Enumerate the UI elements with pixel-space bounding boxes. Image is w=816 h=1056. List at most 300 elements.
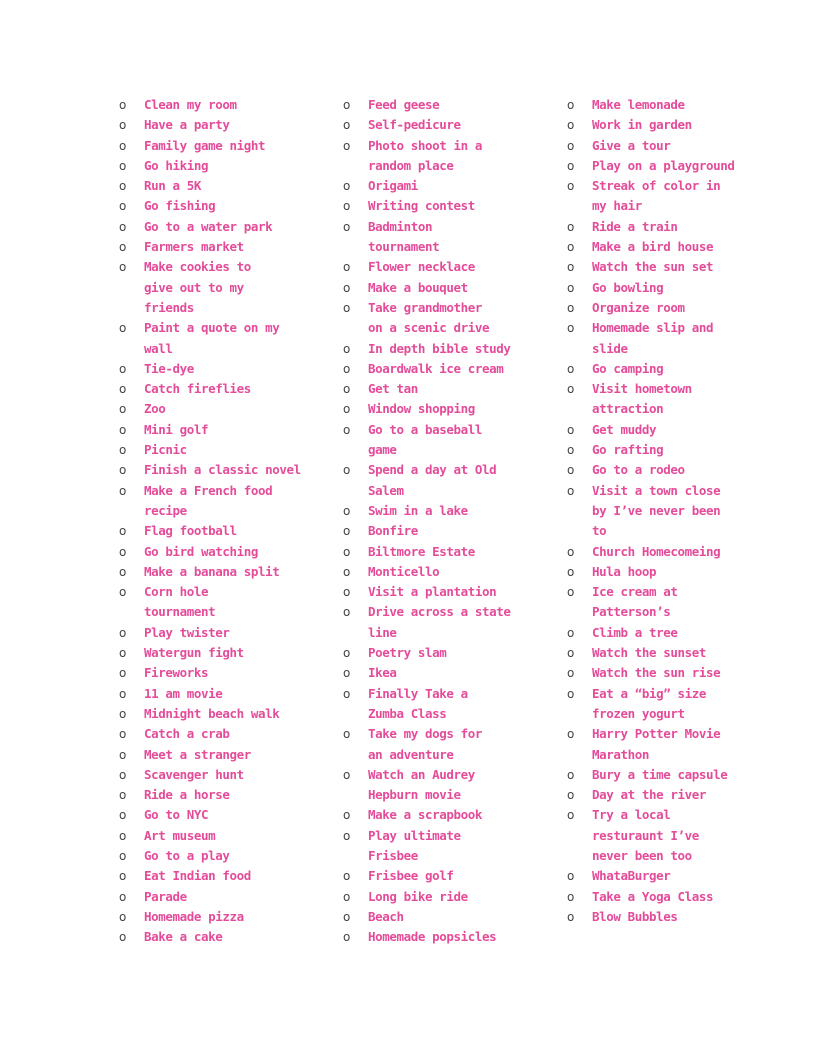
list-item-text: Go to a baseball game (368, 421, 483, 458)
hollow-bullet-icon: o (567, 280, 574, 295)
hollow-bullet-icon: o (119, 930, 126, 945)
hollow-bullet-icon: o (119, 585, 126, 600)
list-item-text: Homemade pizza (144, 908, 244, 924)
list-item-text: Watch the sun set (592, 259, 714, 275)
list-item-text: Eat a “big” size frozen yogurt (592, 685, 707, 721)
hollow-bullet-icon: o (567, 483, 574, 498)
hollow-bullet-icon: o (343, 463, 350, 478)
list-item (566, 440, 776, 460)
list-item-text: WhataBurger (592, 868, 671, 884)
hollow-bullet-icon: o (343, 118, 350, 133)
hollow-bullet-icon: o (567, 138, 574, 153)
hollow-bullet-icon: o (343, 767, 350, 782)
hollow-bullet-icon: o (343, 869, 350, 884)
hollow-bullet-icon: o (567, 463, 574, 478)
hollow-bullet-icon: o (119, 402, 126, 417)
list-item-text: Make a bouquet (368, 279, 468, 295)
hollow-bullet-icon: o (119, 158, 126, 173)
list-item-text: Drive across a state line (368, 604, 511, 640)
list-item-text: Give a tour (592, 137, 671, 153)
list-item-text: Play ultimate Frisbee (368, 827, 461, 863)
list-item-text: Monticello (368, 563, 440, 579)
list-item-text: Flag football (144, 523, 237, 539)
list-item (118, 724, 328, 744)
list-item (118, 95, 328, 115)
hollow-bullet-icon: o (119, 524, 126, 539)
list-item (342, 805, 552, 825)
list-item-text: Poetry slam (368, 645, 447, 661)
list-item-text: Farmers market (144, 239, 244, 255)
hollow-bullet-icon: o (343, 341, 350, 356)
list-item-text: Watch the sun rise (592, 665, 721, 681)
list-item-text: Get tan (368, 381, 418, 397)
list-item (342, 399, 552, 419)
list-item (342, 542, 552, 562)
list-item (566, 907, 776, 927)
list-item-text: Go bird watching (144, 543, 259, 559)
list-item-text: Beach (368, 908, 404, 924)
list-item-text: Harry Potter Movie Marathon (592, 726, 721, 762)
list-item-text: Visit a town close by I’ve never been to (592, 482, 721, 539)
list-item (342, 602, 552, 643)
list-item (342, 115, 552, 135)
list-item (118, 237, 328, 257)
list-item (118, 460, 328, 480)
hollow-bullet-icon: o (343, 361, 350, 376)
list-item (342, 359, 552, 379)
list-item-text: Go rafting (592, 442, 664, 458)
list-item-text: Scavenger hunt (144, 766, 244, 782)
hollow-bullet-icon: o (119, 788, 126, 803)
list-item-text: 11 am movie (144, 685, 223, 701)
list-item (118, 826, 328, 846)
hollow-bullet-icon: o (343, 564, 350, 579)
list-item-text: Feed geese (368, 97, 440, 112)
list-item (566, 663, 776, 683)
bucket-list-column-1 (118, 95, 328, 947)
list-item (566, 684, 776, 725)
list-item-text: Boardwalk ice cream (368, 360, 504, 376)
list-item (118, 379, 328, 399)
list-item-text: Homemade popsicles (368, 929, 497, 945)
hollow-bullet-icon: o (567, 585, 574, 600)
list-item-text: Origami (368, 178, 418, 194)
list-item-text: Writing contest (368, 198, 475, 214)
list-item (566, 257, 776, 277)
hollow-bullet-icon: o (567, 321, 574, 336)
list-item (566, 542, 776, 562)
list-item-text: Swim in a lake (368, 502, 468, 518)
hollow-bullet-icon: o (343, 219, 350, 234)
list-item (566, 237, 776, 257)
list-item-text: Go fishing (144, 198, 216, 214)
list-item (566, 298, 776, 318)
list-item (566, 115, 776, 135)
hollow-bullet-icon: o (567, 564, 574, 579)
hollow-bullet-icon: o (343, 402, 350, 417)
list-item (566, 765, 776, 785)
list-item (342, 765, 552, 806)
hollow-bullet-icon: o (119, 889, 126, 904)
hollow-bullet-icon: o (567, 260, 574, 275)
hollow-bullet-icon: o (119, 219, 126, 234)
list-item-text: Fireworks (144, 665, 209, 681)
hollow-bullet-icon: o (119, 98, 126, 112)
list-item-text: Make cookies to give out to my friends (144, 259, 251, 315)
list-item (342, 339, 552, 359)
hollow-bullet-icon: o (119, 747, 126, 762)
list-item (342, 643, 552, 663)
list-item (118, 542, 328, 562)
hollow-bullet-icon: o (343, 98, 350, 112)
list-item-text: Mini golf (144, 421, 209, 437)
hollow-bullet-icon: o (567, 788, 574, 803)
list-item (566, 359, 776, 379)
hollow-bullet-icon: o (567, 443, 574, 458)
list-item-text: Watch an Audrey Hepburn movie (368, 766, 475, 803)
hollow-bullet-icon: o (567, 98, 574, 112)
list-item-text: Get muddy (592, 421, 657, 437)
hollow-bullet-icon: o (567, 158, 574, 173)
hollow-bullet-icon: o (567, 889, 574, 904)
hollow-bullet-icon: o (567, 179, 574, 194)
hollow-bullet-icon: o (343, 138, 350, 153)
list-item-text: Ride a horse (144, 787, 230, 803)
list-item-text: Play twister (144, 624, 230, 640)
hollow-bullet-icon: o (119, 463, 126, 478)
list-item (566, 643, 776, 663)
list-item-text: Make lemonade (592, 97, 685, 112)
hollow-bullet-icon: o (119, 848, 126, 863)
list-item-text: Blow Bubbles (592, 908, 678, 924)
hollow-bullet-icon: o (343, 605, 350, 620)
list-item-text: Family game night (144, 137, 266, 153)
hollow-bullet-icon: o (567, 361, 574, 376)
list-item-text: Go to a rodeo (592, 462, 685, 478)
list-item-text: Self-pedicure (368, 117, 461, 133)
hollow-bullet-icon: o (119, 321, 126, 336)
list-item (342, 501, 552, 521)
list-item-text: Play on a playground (592, 157, 735, 173)
list-item (118, 927, 328, 947)
list-item (118, 176, 328, 196)
list-item-text: Finish a classic novel (144, 462, 301, 478)
list-item (342, 907, 552, 927)
list-item-text: Window shopping (368, 401, 475, 417)
list-item-text: Bake a cake (144, 929, 223, 945)
hollow-bullet-icon: o (119, 138, 126, 153)
list-item (342, 95, 552, 115)
list-item (342, 379, 552, 399)
list-item-text: Climb a tree (592, 624, 678, 640)
hollow-bullet-icon: o (343, 889, 350, 904)
hollow-bullet-icon: o (567, 808, 574, 823)
hollow-bullet-icon: o (119, 767, 126, 782)
list-item-text: Go hiking (144, 157, 209, 173)
list-item-text: Frisbee golf (368, 868, 454, 884)
hollow-bullet-icon: o (119, 422, 126, 437)
hollow-bullet-icon: o (567, 625, 574, 640)
list-item-text: Spend a day at Old Salem (368, 462, 497, 498)
list-item (342, 887, 552, 907)
list-item (118, 257, 328, 318)
list-item (342, 562, 552, 582)
list-item-text: Ikea (368, 665, 397, 681)
list-item (118, 136, 328, 156)
list-item (118, 907, 328, 927)
hollow-bullet-icon: o (343, 930, 350, 945)
hollow-bullet-icon: o (119, 666, 126, 681)
list-item (118, 866, 328, 886)
hollow-bullet-icon: o (119, 869, 126, 884)
hollow-bullet-icon: o (343, 686, 350, 701)
list-item (118, 521, 328, 541)
list-item (118, 420, 328, 440)
list-item (118, 887, 328, 907)
hollow-bullet-icon: o (567, 646, 574, 661)
hollow-bullet-icon: o (119, 118, 126, 133)
list-item (566, 156, 776, 176)
list-item-text: Bury a time capsule (592, 766, 728, 782)
list-item-text: Day at the river (592, 787, 707, 803)
list-item (118, 846, 328, 866)
list-item (118, 359, 328, 379)
hollow-bullet-icon: o (119, 828, 126, 843)
hollow-bullet-icon: o (567, 240, 574, 255)
hollow-bullet-icon: o (343, 646, 350, 661)
hollow-bullet-icon: o (119, 260, 126, 275)
list-item (342, 582, 552, 602)
list-item-text: Visit a plantation (368, 584, 497, 600)
list-item-text: Clean my room (144, 97, 237, 112)
list-item (118, 399, 328, 419)
hollow-bullet-icon: o (119, 686, 126, 701)
list-item (118, 745, 328, 765)
list-item-text: Take my dogs for an adventure (368, 726, 483, 762)
list-item-text: Hula hoop (592, 563, 657, 579)
list-item-text: Organize room (592, 299, 685, 315)
hollow-bullet-icon: o (119, 909, 126, 924)
hollow-bullet-icon: o (119, 240, 126, 255)
hollow-bullet-icon: o (343, 179, 350, 194)
hollow-bullet-icon: o (343, 828, 350, 843)
list-item (566, 481, 776, 542)
list-item (566, 582, 776, 623)
list-item (566, 318, 776, 359)
list-item (566, 805, 776, 866)
list-item-text: Go to NYC (144, 807, 209, 823)
list-item (118, 440, 328, 460)
list-item-text: Watch the sunset (592, 645, 707, 661)
list-item (342, 684, 552, 725)
list-item-text: Church Homecomeing (592, 543, 721, 559)
hollow-bullet-icon: o (119, 646, 126, 661)
list-item-text: Ice cream at Patterson’s (592, 584, 678, 620)
hollow-bullet-icon: o (567, 909, 574, 924)
list-item (118, 196, 328, 216)
hollow-bullet-icon: o (343, 808, 350, 823)
list-item (342, 196, 552, 216)
hollow-bullet-icon: o (119, 199, 126, 214)
list-item-text: Zoo (144, 401, 166, 417)
bucket-list-column-3 (566, 95, 776, 927)
list-item-text: Take grandmother on a scenic drive (368, 299, 490, 336)
list-item (566, 785, 776, 805)
list-item (342, 278, 552, 298)
hollow-bullet-icon: o (119, 544, 126, 559)
hollow-bullet-icon: o (567, 300, 574, 315)
list-item (118, 156, 328, 176)
hollow-bullet-icon: o (119, 564, 126, 579)
hollow-bullet-icon: o (567, 118, 574, 133)
hollow-bullet-icon: o (343, 422, 350, 437)
list-item-text: Midnight beach walk (144, 705, 280, 721)
list-item-text: Homemade slip and slide (592, 320, 714, 356)
list-item (342, 298, 552, 339)
list-item-text: Make a banana split (144, 563, 280, 579)
hollow-bullet-icon: o (343, 585, 350, 600)
list-item (118, 805, 328, 825)
hollow-bullet-icon: o (119, 706, 126, 721)
list-item (118, 318, 328, 359)
list-item-text: Badminton tournament (368, 218, 440, 255)
list-item (566, 887, 776, 907)
list-item (342, 663, 552, 683)
hollow-bullet-icon: o (343, 260, 350, 275)
list-item (566, 217, 776, 237)
list-item (118, 562, 328, 582)
list-item (118, 115, 328, 135)
list-item-text: Photo shoot in a random place (368, 137, 483, 173)
list-item (342, 136, 552, 177)
list-item-text: Have a party (144, 117, 230, 133)
list-item-text: Go bowling (592, 279, 664, 295)
hollow-bullet-icon: o (567, 544, 574, 559)
list-item (118, 765, 328, 785)
hollow-bullet-icon: o (343, 280, 350, 295)
list-item-text: Work in garden (592, 117, 692, 133)
hollow-bullet-icon: o (567, 727, 574, 742)
list-item (566, 623, 776, 643)
list-item (566, 278, 776, 298)
list-item (342, 460, 552, 501)
hollow-bullet-icon: o (119, 361, 126, 376)
list-item-text: Meet a stranger (144, 746, 251, 762)
list-item (342, 866, 552, 886)
list-item (118, 785, 328, 805)
hollow-bullet-icon: o (343, 544, 350, 559)
list-item (342, 176, 552, 196)
list-item-text: Art museum (144, 827, 216, 843)
hollow-bullet-icon: o (119, 179, 126, 194)
list-item-text: Catch a crab (144, 726, 230, 742)
list-item-text: Ride a train (592, 218, 678, 234)
list-item-text: Go camping (592, 360, 664, 376)
list-item (118, 623, 328, 643)
list-item-text: Try a local resturaunt I’ve never been too (592, 807, 699, 863)
hollow-bullet-icon: o (343, 524, 350, 539)
hollow-bullet-icon: o (343, 666, 350, 681)
list-item-text: Visit hometown attraction (592, 381, 692, 417)
list-item (342, 257, 552, 277)
hollow-bullet-icon: o (567, 869, 574, 884)
hollow-bullet-icon: o (343, 727, 350, 742)
list-item-text: Go to a water park (144, 218, 273, 234)
hollow-bullet-icon: o (567, 767, 574, 782)
list-item (566, 562, 776, 582)
list-item (566, 176, 776, 217)
list-item (342, 826, 552, 867)
list-item-text: Streak of color in my hair (592, 178, 721, 214)
list-item (118, 704, 328, 724)
list-item (342, 217, 552, 258)
hollow-bullet-icon: o (567, 219, 574, 234)
hollow-bullet-icon: o (343, 382, 350, 397)
list-item (566, 379, 776, 420)
list-item (566, 136, 776, 156)
list-item-text: Parade (144, 888, 187, 904)
bucket-list-column-2 (342, 95, 552, 947)
list-item-text: In depth bible study (368, 340, 511, 356)
hollow-bullet-icon: o (119, 625, 126, 640)
list-item-text: Tie-dye (144, 360, 194, 376)
hollow-bullet-icon: o (567, 382, 574, 397)
hollow-bullet-icon: o (119, 382, 126, 397)
list-item-text: Biltmore Estate (368, 543, 475, 559)
hollow-bullet-icon: o (343, 909, 350, 924)
list-item (342, 420, 552, 461)
list-item-text: Make a French food recipe (144, 482, 273, 518)
list-item-text: Corn hole tournament (144, 584, 216, 620)
hollow-bullet-icon: o (119, 483, 126, 498)
hollow-bullet-icon: o (119, 727, 126, 742)
list-item (118, 217, 328, 237)
list-item-text: Run a 5K (144, 178, 202, 194)
hollow-bullet-icon: o (119, 808, 126, 823)
list-item-text: Make a scrapbook (368, 807, 483, 823)
list-item (342, 724, 552, 765)
hollow-bullet-icon: o (119, 443, 126, 458)
list-item (566, 420, 776, 440)
list-item (566, 460, 776, 480)
list-item-text: Flower necklace (368, 259, 475, 275)
list-item (566, 724, 776, 765)
list-item-text: Long bike ride (368, 888, 468, 904)
hollow-bullet-icon: o (343, 300, 350, 315)
list-item (566, 95, 776, 115)
list-item-text: Watergun fight (144, 645, 244, 661)
list-item-text: Finally Take a Zumba Class (368, 685, 468, 721)
list-item (118, 684, 328, 704)
list-item-text: Take a Yoga Class (592, 888, 714, 904)
list-item (342, 927, 552, 947)
list-item-text: Bonfire (368, 523, 418, 539)
list-item (118, 643, 328, 663)
list-item (118, 663, 328, 683)
list-item-text: Picnic (144, 442, 187, 458)
list-item-text: Go to a play (144, 847, 230, 863)
hollow-bullet-icon: o (343, 503, 350, 518)
hollow-bullet-icon: o (567, 422, 574, 437)
list-item (118, 582, 328, 623)
list-item (342, 521, 552, 541)
list-item (118, 481, 328, 522)
list-item-text: Make a bird house (592, 239, 714, 255)
hollow-bullet-icon: o (567, 666, 574, 681)
hollow-bullet-icon: o (343, 199, 350, 214)
hollow-bullet-icon: o (567, 686, 574, 701)
list-item (566, 866, 776, 886)
